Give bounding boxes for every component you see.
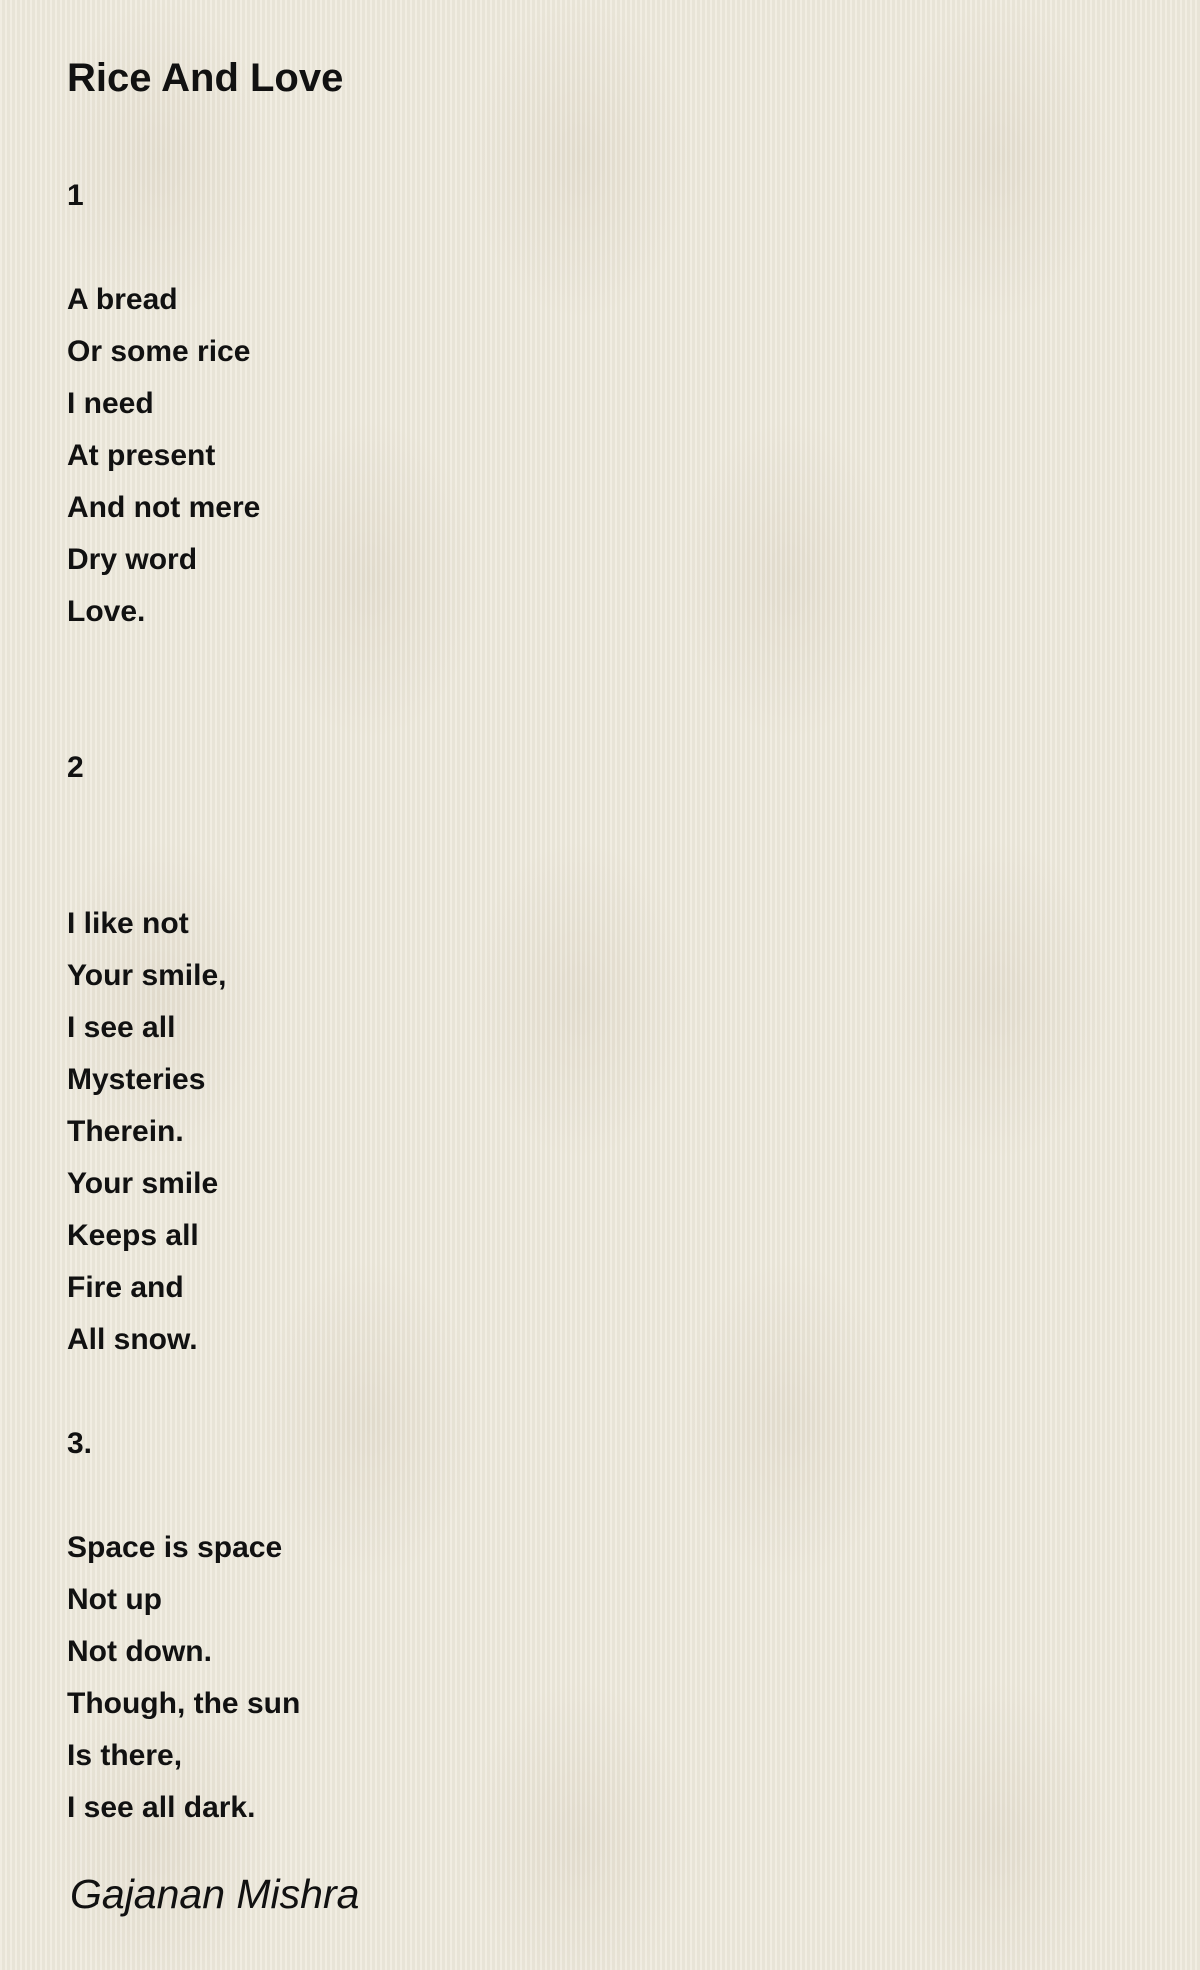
poem-line: Or some rice	[67, 335, 251, 368]
poem-line	[67, 794, 1127, 846]
poem-line: 2	[67, 751, 84, 784]
poem-line: Mysteries	[67, 1063, 206, 1096]
poem-line	[67, 222, 1127, 274]
poem-line: Your smile	[67, 1167, 219, 1200]
poem-line	[67, 1470, 1127, 1522]
poem-line: 3.	[67, 1427, 93, 1460]
poem-line	[67, 846, 1127, 898]
poem-line: Dry word	[67, 543, 198, 576]
poem-line	[67, 638, 1127, 690]
poem-line: Love.	[67, 595, 146, 628]
poem-line: A bread	[67, 283, 178, 316]
poem-line: Space is space	[67, 1531, 283, 1564]
poem-line	[67, 1366, 1127, 1418]
poem-line: At present	[67, 439, 216, 472]
poem-line: Your smile,	[67, 959, 227, 992]
poem-line: 1	[67, 179, 84, 212]
poem-line: Is there,	[67, 1739, 183, 1772]
poem-line: I need	[67, 387, 154, 420]
poem-author[interactable]: Gajanan Mishra	[70, 1871, 360, 1917]
poem-line: Not down.	[67, 1635, 212, 1668]
poem-line: And not mere	[67, 491, 261, 524]
poem-line: I like not	[67, 907, 189, 940]
poem-title: Rice And Love	[67, 56, 344, 100]
poem-body	[67, 170, 1127, 1834]
poem-line: All snow.	[67, 1323, 198, 1356]
poem-line: Fire and	[67, 1271, 184, 1304]
poem-line: Though, the sun	[67, 1687, 301, 1720]
poem-page	[67, 50, 1127, 1834]
poem-line	[67, 690, 1127, 742]
poem-line: Keeps all	[67, 1219, 199, 1252]
poem-line: I see all	[67, 1011, 176, 1044]
poem-line: I see all dark.	[67, 1791, 256, 1824]
poem-line: Therein.	[67, 1115, 184, 1148]
poem-line: Not up	[67, 1583, 162, 1616]
